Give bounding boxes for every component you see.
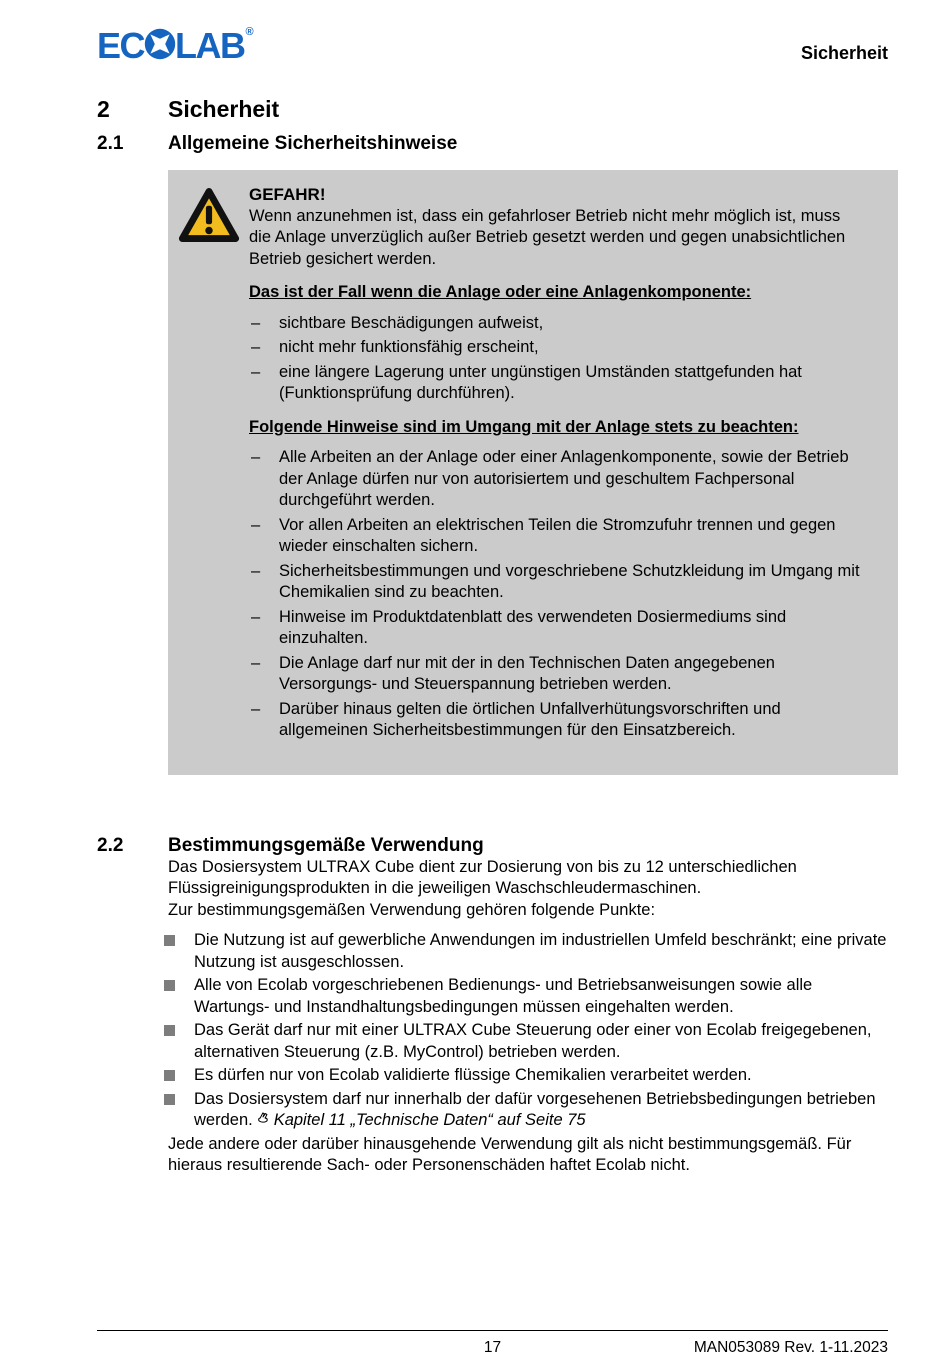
section-2-2-title: Bestimmungsgemäße Verwendung xyxy=(168,834,484,856)
section-2-1-heading xyxy=(97,133,888,155)
list-item: Alle von Ecolab vorgeschriebenen Bedienungs- und Betriebsanweisungen sowie alle Wartungs- und Instandhaltungsbedingungen müssen eingehalten werden. xyxy=(164,975,888,1018)
list-item: – sichtbare Beschädigungen aufweist, xyxy=(249,313,866,335)
danger-dash-list-1 xyxy=(249,313,866,405)
logo-text-right: LAB xyxy=(175,25,245,66)
section-2-2-body xyxy=(168,857,888,1177)
list-item xyxy=(164,1089,888,1132)
section-2-1-number: 2.1 xyxy=(97,133,124,154)
danger-intro-text: Wenn anzunehmen ist, dass ein gefahrloser Betrieb nicht mehr möglich ist, muss die Anlage unverzüglich außer Betrieb gesetzt werden und gegen unabsichtlichen Betrieb gesichert werden. xyxy=(249,206,846,268)
list-item-text: Das Dosiersystem darf nur innerhalb der dafür vorgesehenen Betriebsbedingungen betrieben werden. xyxy=(194,1089,876,1129)
danger-subheading-2: Folgende Hinweise sind im Umgang mit der Anlage stets zu beachten: xyxy=(249,417,799,436)
paragraph: Zur bestimmungsgemäßen Verwendung gehören folgende Punkte: xyxy=(168,900,656,919)
paragraph: Jede andere oder darüber hinausgehende Verwendung gilt als nicht bestimmungsgemäß. Für hieraus resultierende Sach- oder Personenschäden haftet Ecolab nicht. xyxy=(168,1134,852,1174)
list-item: – nicht mehr funktionsfähig erscheint, xyxy=(249,337,866,359)
section-2-heading xyxy=(97,96,888,123)
registered-trademark: ® xyxy=(245,26,254,38)
warning-triangle-icon xyxy=(178,184,240,745)
list-item: – Die Anlage darf nur mit der in den Technischen Daten angegebenen Versorgungs- und Steuerspannung betrieben werden. xyxy=(249,653,866,696)
list-item: – eine längere Lagerung unter ungünstigen Umständen stattgefunden hat (Funktionsprüfung durchführen). xyxy=(249,362,866,405)
danger-title: GEFAHR! xyxy=(249,185,326,204)
logo-text-left: EC xyxy=(97,25,145,66)
list-item: – Alle Arbeiten an der Anlage oder einer Anlagenkomponente, sowie der Betrieb der Anlage dürfen nur von autorisiertem und geschultem Fachpersonal durchgeführt werden. xyxy=(249,447,866,512)
page-number: 17 xyxy=(483,1339,502,1356)
chapter-reference-text: Kapitel 11 „Technische Daten“ auf Seite 75 xyxy=(273,1111,586,1129)
page-footer xyxy=(97,1330,888,1357)
section-2-1-title: Allgemeine Sicherheitshinweise xyxy=(168,133,458,154)
danger-notice-box xyxy=(168,170,898,775)
list-item: Die Nutzung ist auf gewerbliche Anwendungen im industriellen Umfeld beschränkt; eine private Nutzung ist ausgeschlossen. xyxy=(164,930,888,973)
section-2-2-number: 2.2 xyxy=(97,834,124,856)
list-item: – Hinweise im Produktdatenblatt des verwendeten Dosiermediums sind einzuhalten. xyxy=(249,607,866,650)
danger-dash-list-2 xyxy=(249,447,866,742)
list-item: – Darüber hinaus gelten die örtlichen Unfallverhütungsvorschriften und allgemeinen Sicherheitsbestimmungen für den Einsatzbereich. xyxy=(249,699,866,742)
danger-subheading-1: Das ist der Fall wenn die Anlage oder eine Anlagenkomponente: xyxy=(249,283,752,301)
section-2-number: 2 xyxy=(97,96,110,122)
paragraph: Das Dosiersystem ULTRAX Cube dient zur Dosierung von bis zu 12 unterschiedlichen Flüssigreinigungsprodukten in die jeweiligen Waschschleudermaschinen. xyxy=(168,857,797,897)
document-reference: MAN053089 Rev. 1-11.2023 xyxy=(693,1339,888,1356)
list-item: – Vor allen Arbeiten an elektrischen Teilen die Stromzufuhr trennen und gegen wieder einschalten sichern. xyxy=(249,515,866,558)
ecolab-globe-icon xyxy=(144,28,176,66)
usage-bullet-list xyxy=(164,930,888,1132)
list-item: Es dürfen nur von Ecolab validierte flüssige Chemikalien verarbeitet werden. xyxy=(164,1065,888,1087)
section-2-2-heading xyxy=(97,835,888,857)
list-item: – Sicherheitsbestimmungen und vorgeschriebene Schutzkleidung im Umgang mit Chemikalien sind zu beachten. xyxy=(249,561,866,604)
page-header xyxy=(97,26,888,66)
ecolab-logo xyxy=(97,26,254,66)
list-item: Das Gerät darf nur mit einer ULTRAX Cube Steuerung oder einer von Ecolab freigegebenen, alternativen Steuerung (z.B. MyControl) betrieben werden. xyxy=(164,1020,888,1063)
section-2-title: Sicherheit xyxy=(168,96,280,122)
chapter-reference-hand-icon xyxy=(257,1110,272,1132)
running-header-title: Sicherheit xyxy=(800,43,888,63)
